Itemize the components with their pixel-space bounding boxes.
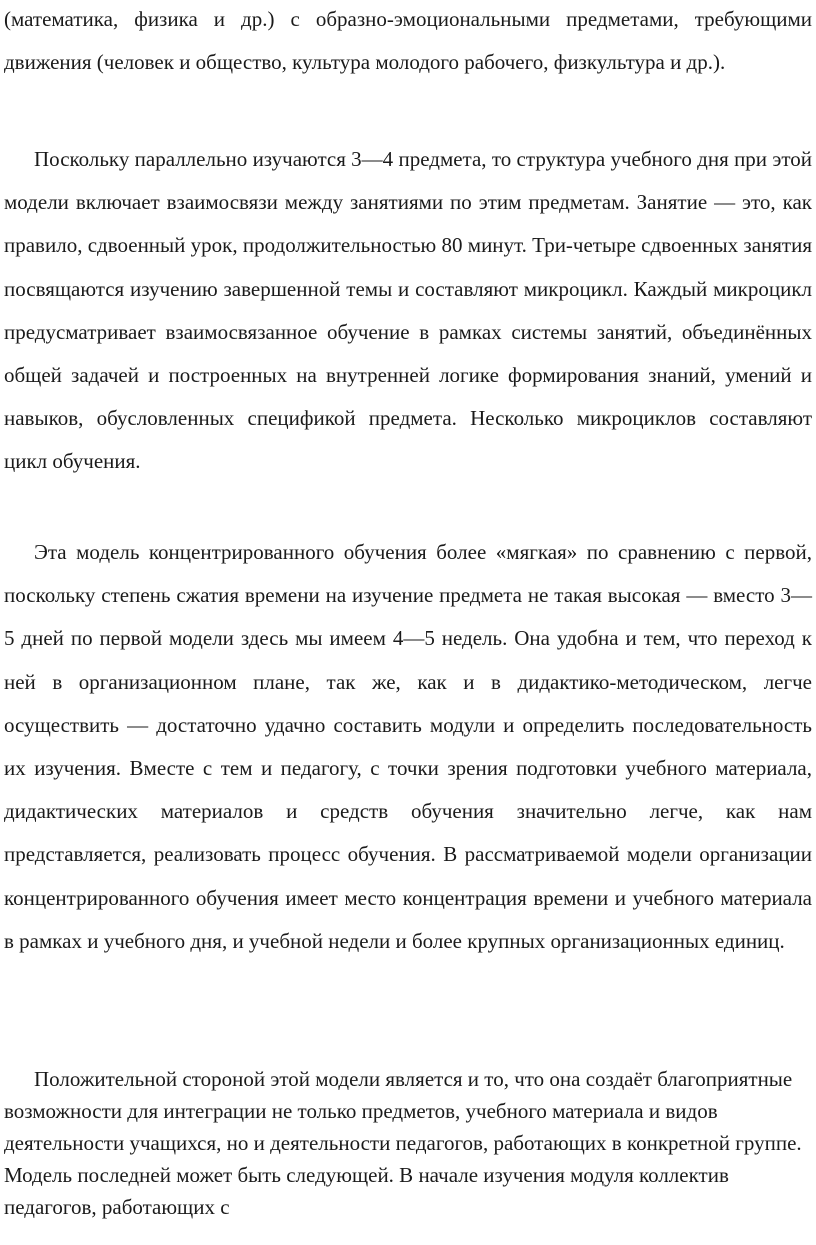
paragraph-day-structure: Поскольку параллельно изучаются 3—4 предмета, то структура учебного дня при этой модели включает взаимосвязи между занятиями по этим предметам. Занятие — это, как правило, сдвоенный урок, продолжительностью 80 минут. Три-четыре сдвоенных занятия посвящаются изучению завершенной темы и составляют микроцикл. Каждый микроцикл предусматривает взаимосвязанное обучение в рамках системы занятий, объединённых общей задачей и построенных на внутренней логике формирования знаний, умений и навыков, обусловленных спецификой предмета. Несколько микроциклов составляют цикл обучения. — [4, 147, 812, 474]
paragraph-soft-model: Эта модель концентрированного обучения более «мягкая» по сравнению с первой, поскольку степень сжатия времени на изучение предмета не такая высокая — вместо 3—5 дней по первой модели здесь мы имеем 4—5 недель. Она удобна и тем, что переход к ней в организационном плане, так же, как и в дидактико-методическом, легче осуществить — достаточно удачно составить модули и определить последовательность их изучения. Вместе с тем и педагогу, с точки зрения подготовки учебного материала, дидактических материалов и средств обучения значительно легче, как нам представляется, реализовать процесс обучения. В рассматриваемой модели организации концентрированного обучения имеет место концентрация времени и учебного материала в рамках и учебного дня, и учебной недели и более крупных организационных единиц. — [4, 540, 812, 953]
paragraph-continuation: (математика, физика и др.) с образно-эмоциональными предметами, требующими движения (человек и общество, культура молодого рабочего, физкультура и др.). — [4, 7, 812, 75]
paragraph-positive-side: Положительной стороной этой модели является и то, что она создаёт благоприятные возможности для интеграции не только предметов, учебного материала и видов деятельности учащихся, но и деятельности педагогов, работающих в конкретной группе. Модель последней может быть следующей. В начале изучения модуля коллектив педагогов, работающих с — [4, 1067, 802, 1219]
